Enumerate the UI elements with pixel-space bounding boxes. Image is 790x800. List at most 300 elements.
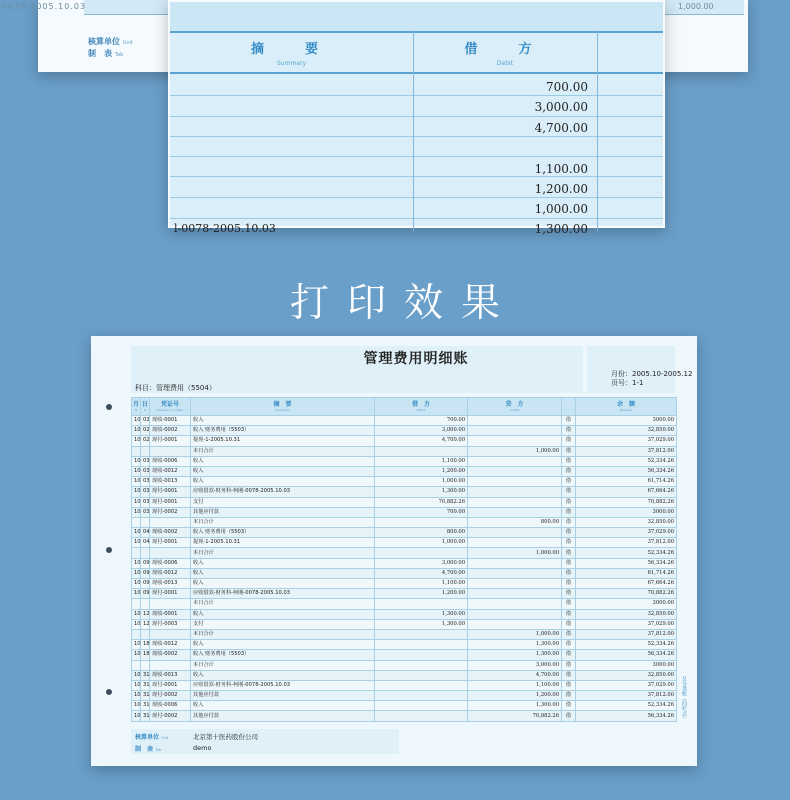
cell-voucher: 现付-0002 [150,711,191,721]
table-row [132,589,677,599]
cell-direction: 借 [562,507,576,517]
cell-balance: 37,812.00 [576,691,677,701]
cell-voucher: 现付-0003 [150,619,191,629]
back-amount: 1,000.00 [678,2,714,11]
zoom-amount: 1,100.00 [534,162,588,176]
cell-day: 31 [141,691,150,701]
cell-balance: 3000.00 [576,416,677,426]
col-voucher-header: 凭证号 Voucher's number [150,398,191,416]
cell-direction: 借 [562,650,576,660]
cell-debit: 3,000.00 [375,426,468,436]
table-row [132,436,677,446]
cell-summary: 本日合计 [191,629,375,639]
cell-direction: 借 [562,416,576,426]
cell-day: 03 [141,487,150,497]
cell-direction: 借 [562,670,576,680]
cell-month: 10 [132,416,141,426]
ledger-table [131,397,676,722]
cell-direction: 借 [562,456,576,466]
cell-debit [375,680,468,690]
cell-balance: 37,812.00 [576,629,677,639]
cell-summary: 收入 财务费用（5503） [191,528,375,538]
table-row [132,487,677,497]
cell-day: 09 [141,579,150,589]
cell-month: 10 [132,680,141,690]
cell-credit [468,416,562,426]
zoom-amount: 1,300.00 [534,222,588,236]
cell-month: 10 [132,640,141,650]
cell-day: 02 [141,436,150,446]
cell-direction: 借 [562,640,576,650]
cell-balance: 61,714.26 [576,477,677,487]
cell-voucher: 现收-0013 [150,579,191,589]
cell-direction: 借 [562,568,576,578]
cell-day: 03 [141,507,150,517]
cell-debit: 4,700.00 [375,568,468,578]
table-row [132,701,677,711]
cell-debit [375,711,468,721]
cell-voucher [150,446,191,456]
cell-credit [468,579,562,589]
cell-direction: 借 [562,497,576,507]
cell-credit [468,436,562,446]
cell-month: 10 [132,456,141,466]
cell-balance: 52,334.26 [576,548,677,558]
cell-credit: 1,300.00 [468,650,562,660]
cell-credit [468,507,562,517]
col-credit-header: 贷 方 Credit [468,398,562,416]
cell-direction: 借 [562,446,576,456]
cell-credit [468,538,562,548]
table-row [132,609,677,619]
cell-debit: 4,700.00 [375,436,468,446]
cell-credit: 1,000.00 [468,548,562,558]
cell-summary: 其他应付款 [191,507,375,517]
cell-summary: 应收借款-财务科-柯刚-0078-2005.10.03 [191,589,375,599]
cell-month: 10 [132,609,141,619]
cell-summary: 收入 财务费用（5503） [191,426,375,436]
cell-day [141,629,150,639]
cell-credit [468,477,562,487]
print-effect-caption: 打印效果 [289,281,518,326]
footer-box [131,729,399,754]
cell-direction: 借 [562,466,576,476]
ledger-sheet [91,336,697,766]
zoom-summary-header: 摘 要 Summary [250,42,332,67]
cell-day: 03 [141,497,150,507]
table-row [132,650,677,660]
cell-summary: 本日合计 [191,517,375,527]
cell-credit [468,487,562,497]
table-row [132,446,677,456]
cell-voucher: 现收-0006 [150,456,191,466]
cell-credit [468,619,562,629]
cell-balance: 56,334.26 [576,558,677,568]
cell-day: 02 [141,426,150,436]
unit-label: 核算单位 Unit [135,734,169,741]
cell-day: 03 [141,477,150,487]
cell-direction: 借 [562,589,576,599]
cell-day [141,599,150,609]
zoom-debit-header: 借 方 Debit [464,42,546,67]
cell-balance: 3000.00 [576,599,677,609]
cell-month: 10 [132,466,141,476]
cell-credit: 1,300.00 [468,701,562,711]
cell-credit: 4,700.00 [468,670,562,680]
period-month: 月份：2005.10-2005.12 [611,370,693,378]
cell-summary: 本日合计 [191,660,375,670]
cell-direction: 借 [562,701,576,711]
back-voucher-id: 0078-2005.10.03 [2,2,87,11]
cell-summary: 收入 [191,558,375,568]
cell-voucher: 现收-0002 [150,650,191,660]
table-row [132,711,677,721]
cell-balance: 32,850.00 [576,426,677,436]
cell-credit [468,568,562,578]
cell-debit: 1,200.00 [375,589,468,599]
cell-summary: 收入 [191,609,375,619]
table-row [132,660,677,670]
cell-day [141,517,150,527]
cell-voucher: 现付-0001 [150,497,191,507]
cell-debit [375,701,468,711]
cell-day: 09 [141,568,150,578]
cell-summary: 收入 [191,579,375,589]
cell-debit: 1,000.00 [375,538,468,548]
cell-summary: 其他应付款 [191,691,375,701]
cell-summary: 收入 [191,640,375,650]
cell-summary: 收入 [191,568,375,578]
cell-voucher: 现收-0006 [150,558,191,568]
cell-month: 10 [132,558,141,568]
cell-credit: 1,100.00 [468,680,562,690]
zoom-amount: 1,200.00 [534,182,588,196]
cell-direction: 借 [562,619,576,629]
cell-direction: 借 [562,629,576,639]
cell-direction: 借 [562,517,576,527]
cell-debit [375,599,468,609]
cell-credit [468,609,562,619]
cell-direction: 借 [562,691,576,701]
cell-summary: 支付 [191,497,375,507]
cell-voucher [150,660,191,670]
cell-balance: 56,334.26 [576,711,677,721]
cell-voucher: 现付-0002 [150,507,191,517]
cell-direction: 借 [562,680,576,690]
cell-month: 10 [132,701,141,711]
cell-month: 10 [132,589,141,599]
cell-month: 10 [132,691,141,701]
cell-voucher: 现付-0001 [150,589,191,599]
table-row [132,558,677,568]
cell-direction: 借 [562,436,576,446]
table-row [132,477,677,487]
col-summary-header: 摘 要 Summary [191,398,375,416]
cell-balance: 67,664.26 [576,579,677,589]
cell-voucher: 现收-0001 [150,416,191,426]
cell-summary: 本日合计 [191,446,375,456]
cell-summary: 应收借款-财务科-柯刚-0078-2005.10.03 [191,680,375,690]
zoom-amount: 3,000.00 [534,100,588,114]
cell-month: 10 [132,619,141,629]
cell-month [132,660,141,670]
cell-balance: 37,029.00 [576,680,677,690]
cell-debit: 800.00 [375,528,468,538]
col-balance-header: 余 额 Balance [576,398,677,416]
cell-month: 10 [132,487,141,497]
col-month-header: 月 M [132,398,141,416]
cell-debit [375,548,468,558]
maker-value: demo [193,744,212,752]
cell-month [132,599,141,609]
cell-day [141,446,150,456]
cell-voucher: 现收-0001 [150,609,191,619]
table-row [132,426,677,436]
cell-debit [375,517,468,527]
cell-credit [468,497,562,507]
table-row [132,507,677,517]
cell-direction: 借 [562,528,576,538]
zoom-amount: 1,000.00 [534,202,588,216]
cell-debit: 3,000.00 [375,558,468,568]
zoom-summary-fragment: l-0078-2005.10.03 [174,222,276,235]
cell-balance: 67,664.26 [576,487,677,497]
cell-summary: 提现-1-2005.10.31 [191,436,375,446]
cell-balance: 56,334.26 [576,650,677,660]
zoom-amount: 700.00 [546,80,588,94]
cell-balance: 52,334.26 [576,640,677,650]
cell-summary: 收入 [191,466,375,476]
cell-summary: 应收借款-财务科-柯刚-0078-2005.10.03 [191,487,375,497]
ledger-title: 管理费用明细账 [363,351,469,367]
cell-day: 18 [141,650,150,660]
cell-voucher [150,599,191,609]
cell-credit: 1,300.00 [468,640,562,650]
cell-debit: 1,300.00 [375,609,468,619]
cell-balance: 37,812.00 [576,538,677,548]
cell-balance: 70,882.26 [576,589,677,599]
cell-credit: 1,000.00 [468,629,562,639]
cell-direction: 借 [562,477,576,487]
cell-balance: 61,714.26 [576,568,677,578]
cell-day: 03 [141,456,150,466]
table-row [132,691,677,701]
cell-balance: 56,334.26 [576,466,677,476]
account-subject: 科目：管理费用（5504） [135,384,216,392]
cell-voucher: 现收-0013 [150,477,191,487]
cell-credit: 70,882.26 [468,711,562,721]
table-row [132,640,677,650]
cell-day [141,660,150,670]
cell-month [132,446,141,456]
back-maker-label: 制 表 Tab [88,49,124,58]
cell-summary: 本日合计 [191,548,375,558]
cell-debit: 70,882.26 [375,497,468,507]
cell-month: 10 [132,528,141,538]
cell-day: 09 [141,558,150,568]
cell-voucher: 现收-0012 [150,568,191,578]
zoomed-ledger-detail [168,0,665,236]
cell-debit: 1,300.00 [375,619,468,629]
cell-direction: 借 [562,426,576,436]
cell-credit: 1,200.00 [468,691,562,701]
cell-credit: 1,000.00 [468,446,562,456]
cell-direction: 借 [562,579,576,589]
cell-debit: 1,000.00 [375,477,468,487]
cell-month [132,548,141,558]
table-row [132,456,677,466]
cell-summary: 支付 [191,619,375,629]
cell-day: 31 [141,680,150,690]
cell-month: 10 [132,579,141,589]
cell-debit [375,650,468,660]
col-debit-header: 借 方 Debit [375,398,468,416]
cell-month: 10 [132,650,141,660]
cell-debit [375,660,468,670]
cell-summary: 收入 [191,701,375,711]
cell-month: 10 [132,507,141,517]
cell-voucher: 现收-0002 [150,426,191,436]
cell-balance: 37,029.00 [576,436,677,446]
cell-balance: 3000.00 [576,507,677,517]
cell-direction: 借 [562,599,576,609]
table-row [132,528,677,538]
table-row [132,619,677,629]
cell-direction: 借 [562,558,576,568]
cell-summary: 本日合计 [191,599,375,609]
cell-summary: 收入 [191,477,375,487]
cell-debit: 1,100.00 [375,579,468,589]
table-row [132,466,677,476]
cell-day: 12 [141,609,150,619]
cell-day: 04 [141,528,150,538]
cell-day: 12 [141,619,150,629]
cell-month: 10 [132,711,141,721]
cell-debit: 1,300.00 [375,487,468,497]
page-number: 页号：1-1 [611,379,644,387]
cell-debit [375,446,468,456]
cell-month [132,629,141,639]
cell-voucher: 现收-0002 [150,528,191,538]
cell-direction: 借 [562,538,576,548]
cell-voucher [150,517,191,527]
cell-summary: 收入 [191,456,375,466]
cell-balance: 37,812.00 [576,446,677,456]
table-row [132,629,677,639]
cell-credit [468,426,562,436]
cell-balance: 52,334.26 [576,701,677,711]
table-row [132,680,677,690]
cell-debit: 1,200.00 [375,466,468,476]
cell-day: 09 [141,589,150,599]
cell-credit [468,589,562,599]
cell-credit [468,456,562,466]
table-row [132,538,677,548]
cell-balance: 70,882.26 [576,497,677,507]
cell-credit [468,599,562,609]
ledger-body [132,416,677,722]
table-row [132,670,677,680]
cell-credit [468,528,562,538]
cell-day: 31 [141,711,150,721]
cell-voucher [150,548,191,558]
cell-voucher: 现付-0001 [150,538,191,548]
cell-debit: 700.00 [375,416,468,426]
side-note: 总分类账（四栏式） [681,676,687,721]
cell-voucher: 现付-0001 [150,680,191,690]
cell-month [132,517,141,527]
cell-month: 10 [132,568,141,578]
col-direction-header [562,398,576,416]
cell-voucher: 现收-0013 [150,670,191,680]
cell-debit: 1,100.00 [375,456,468,466]
cell-direction: 借 [562,711,576,721]
cell-voucher: 现收-0012 [150,466,191,476]
cell-day: 04 [141,538,150,548]
cell-balance: 37,029.00 [576,528,677,538]
cell-balance: 52,334.26 [576,456,677,466]
cell-debit [375,640,468,650]
table-row [132,517,677,527]
cell-debit [375,670,468,680]
cell-summary: 提现-1-2005.10.31 [191,538,375,548]
cell-credit [468,466,562,476]
unit-value: 北京第十医药股份公司 [193,733,258,741]
cell-voucher: 现收-0012 [150,640,191,650]
table-row [132,599,677,609]
table-row [132,579,677,589]
cell-direction: 借 [562,660,576,670]
cell-day: 18 [141,640,150,650]
zoom-amount: 4,700.00 [534,121,588,135]
col-day-header: 日 D [141,398,150,416]
back-unit-label: 核算单位 Unit [88,37,133,46]
cell-day [141,548,150,558]
cell-day: 31 [141,701,150,711]
cell-direction: 借 [562,609,576,619]
cell-balance: 37,029.00 [576,619,677,629]
cell-month: 10 [132,538,141,548]
cell-credit [468,558,562,568]
cell-balance: 32,850.00 [576,670,677,680]
table-row [132,416,677,426]
cell-direction: 借 [562,548,576,558]
table-row [132,568,677,578]
cell-debit [375,629,468,639]
cell-month: 10 [132,436,141,446]
cell-credit: 800.00 [468,517,562,527]
cell-voucher: 现付-0001 [150,487,191,497]
cell-summary: 收入 财务费用（5503） [191,650,375,660]
cell-day: 03 [141,466,150,476]
cell-summary: 其他应付款 [191,711,375,721]
binder-hole [106,689,112,695]
cell-summary: 收入 [191,670,375,680]
table-row [132,548,677,558]
cell-balance: 3000.00 [576,660,677,670]
cell-month: 10 [132,670,141,680]
cell-credit: 3,000.00 [468,660,562,670]
cell-balance: 32,850.00 [576,517,677,527]
cell-debit [375,691,468,701]
cell-month: 10 [132,477,141,487]
binder-hole [106,547,112,553]
binder-hole [106,404,112,410]
table-row [132,497,677,507]
cell-voucher [150,629,191,639]
cell-month: 10 [132,497,141,507]
maker-label: 制 表 Tab [135,746,162,753]
